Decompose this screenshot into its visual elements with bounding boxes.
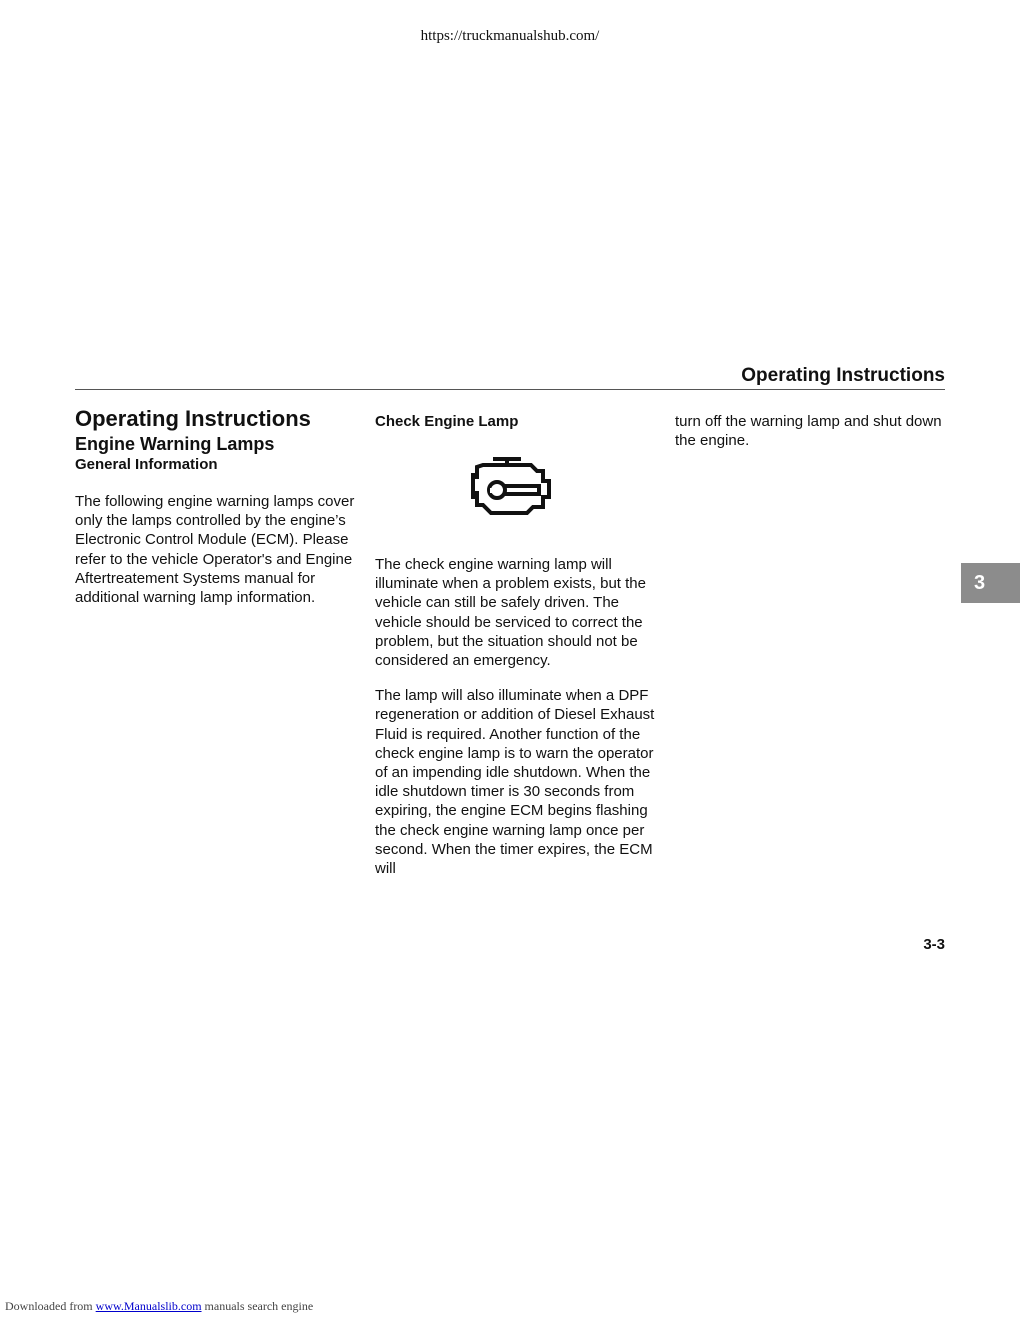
chapter-tab: 3: [961, 563, 1020, 603]
footer-suffix: manuals search engine: [204, 1299, 314, 1313]
subsection-heading: General Information: [75, 456, 218, 473]
continued-paragraph: turn off the warning lamp and shut down the engine.: [675, 413, 942, 450]
column-2: [375, 412, 655, 878]
page-number: 3-3: [923, 936, 945, 953]
check-engine-paragraph-2: The lamp will also illuminate when a DPF regeneration or addition of Diesel Exhaust Fluid is required. Another function of the check engine lamp is to warn the operator of an impending idle shutdown. When the idle shutdown timer is 30 seconds from expiring, the engine ECM begins flashing the check engine warning lamp once per second. When the timer expires, the ECM will: [375, 687, 655, 878]
check-engine-paragraph-1: The check engine warning lamp will illuminate when a problem exists, but the vehicle can still be safely driven. The vehicle should be serviced to correct the problem, but the situation should not be considered an emergency.: [375, 556, 646, 670]
general-info-paragraph: The following engine warning lamps cover only the lamps controlled by the engine’s Electronic Control Module (ECM). Please refer to the vehicle Operator's and Engine Aftertreatement Systems manual for additional warning lamp information.: [75, 493, 355, 607]
column-1: [75, 405, 355, 607]
page-title: Operating Instructions: [75, 406, 311, 431]
section-heading: Engine Warning Lamps: [75, 434, 275, 454]
check-engine-heading: Check Engine Lamp: [375, 413, 519, 430]
column-3: [675, 412, 945, 450]
footer-prefix: Downloaded from: [5, 1299, 93, 1313]
check-engine-icon: [467, 453, 557, 519]
manualslib-link[interactable]: www.Manualslib.com: [95, 1299, 202, 1313]
source-url: https://truckmanualshub.com/: [420, 28, 600, 44]
download-footer: [5, 1299, 313, 1314]
header-rule: [75, 389, 945, 390]
running-header-title: Operating Instructions: [741, 365, 945, 386]
